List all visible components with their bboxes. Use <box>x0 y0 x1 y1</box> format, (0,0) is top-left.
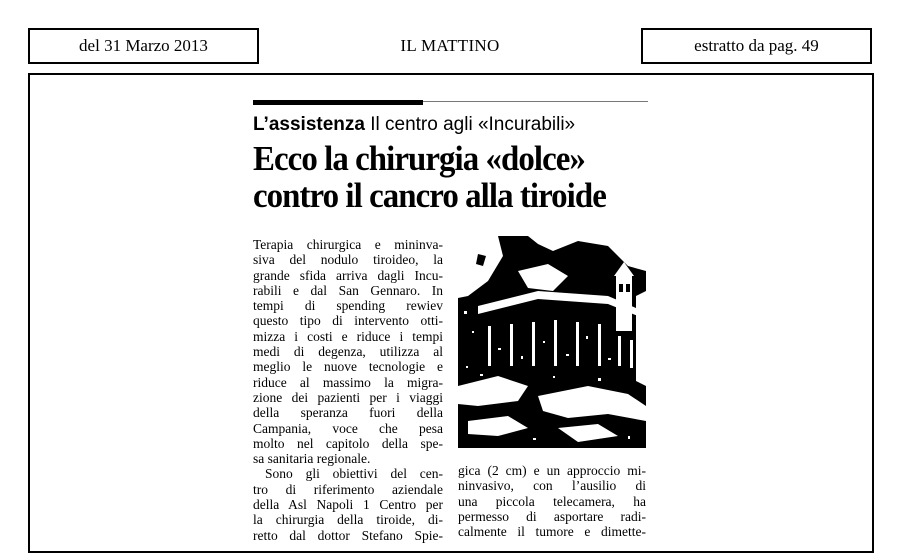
section-rule-thin <box>423 101 648 102</box>
body-line: la chirurgia della tiroide, di- <box>253 512 443 528</box>
body-line: sa sanitaria regionale. <box>253 451 371 467</box>
body-line: molto nel capitolo della spe- <box>253 435 443 451</box>
body-line: grande sfida arriva dagli Incu- <box>253 267 443 283</box>
body-line: della Asl Napoli 1 Centro per <box>253 497 443 513</box>
article-column-left <box>253 237 443 543</box>
body-line: mizza i costi e riduce i tempi <box>253 328 443 344</box>
headline-line-2: contro il cancro alla tiroide <box>253 176 606 215</box>
body-line: siva del nodulo tiroideo, la <box>253 252 443 268</box>
article-kicker <box>253 114 653 136</box>
body-line: una piccola telecamera, ha <box>458 493 646 509</box>
body-line: della speranza fuori della <box>253 405 443 421</box>
section-rule-thick <box>253 100 423 105</box>
body-line: zione dei pazienti per i viaggi <box>253 389 443 405</box>
body-line: Sono gli obiettivi del cen- <box>265 466 443 482</box>
article-column-right <box>458 463 646 539</box>
body-line: tempi di spending rewiev <box>253 298 443 314</box>
article-headline <box>253 140 629 214</box>
body-line: tro di riferimento aziendale <box>253 481 443 497</box>
kicker-subtitle: Il centro agli «Incurabili» <box>370 114 576 135</box>
publication-date: del 31 Marzo 2013 <box>79 36 208 55</box>
body-line: gica (2 cm) e un approccio mi- <box>458 463 646 478</box>
body-line: retto dal dottor Stefano Spie- <box>253 527 443 543</box>
body-line: permesso di asportare radi- <box>458 508 646 524</box>
page-reference-box <box>641 28 872 64</box>
kicker-section: L’assistenza <box>253 114 365 135</box>
date-box <box>28 28 259 64</box>
body-line: calmente il tumore e dimette- <box>458 524 646 540</box>
body-line: ninvasivo, con l’ausilio di <box>458 478 646 494</box>
page-reference: estratto da pag. 49 <box>694 36 819 55</box>
body-line: rabili e dal San Gennaro. In <box>253 282 443 298</box>
body-line: questo tipo di intervento otti- <box>253 313 443 329</box>
newspaper-name: IL MATTINO <box>400 36 500 55</box>
body-line: riduce al massimo la migra- <box>253 374 443 390</box>
body-line: meglio le nuove tecnologie e <box>253 359 443 375</box>
headline-line-1: Ecco la chirurgia «dolce» <box>253 139 585 178</box>
photo-image <box>458 236 646 448</box>
body-line: medi di degenza, utilizza al <box>253 344 443 360</box>
hospital-building-photo <box>458 236 646 448</box>
body-line: Campania, voce che pesa <box>253 420 443 436</box>
body-line: Terapia chirurgica e mininva- <box>253 237 443 252</box>
